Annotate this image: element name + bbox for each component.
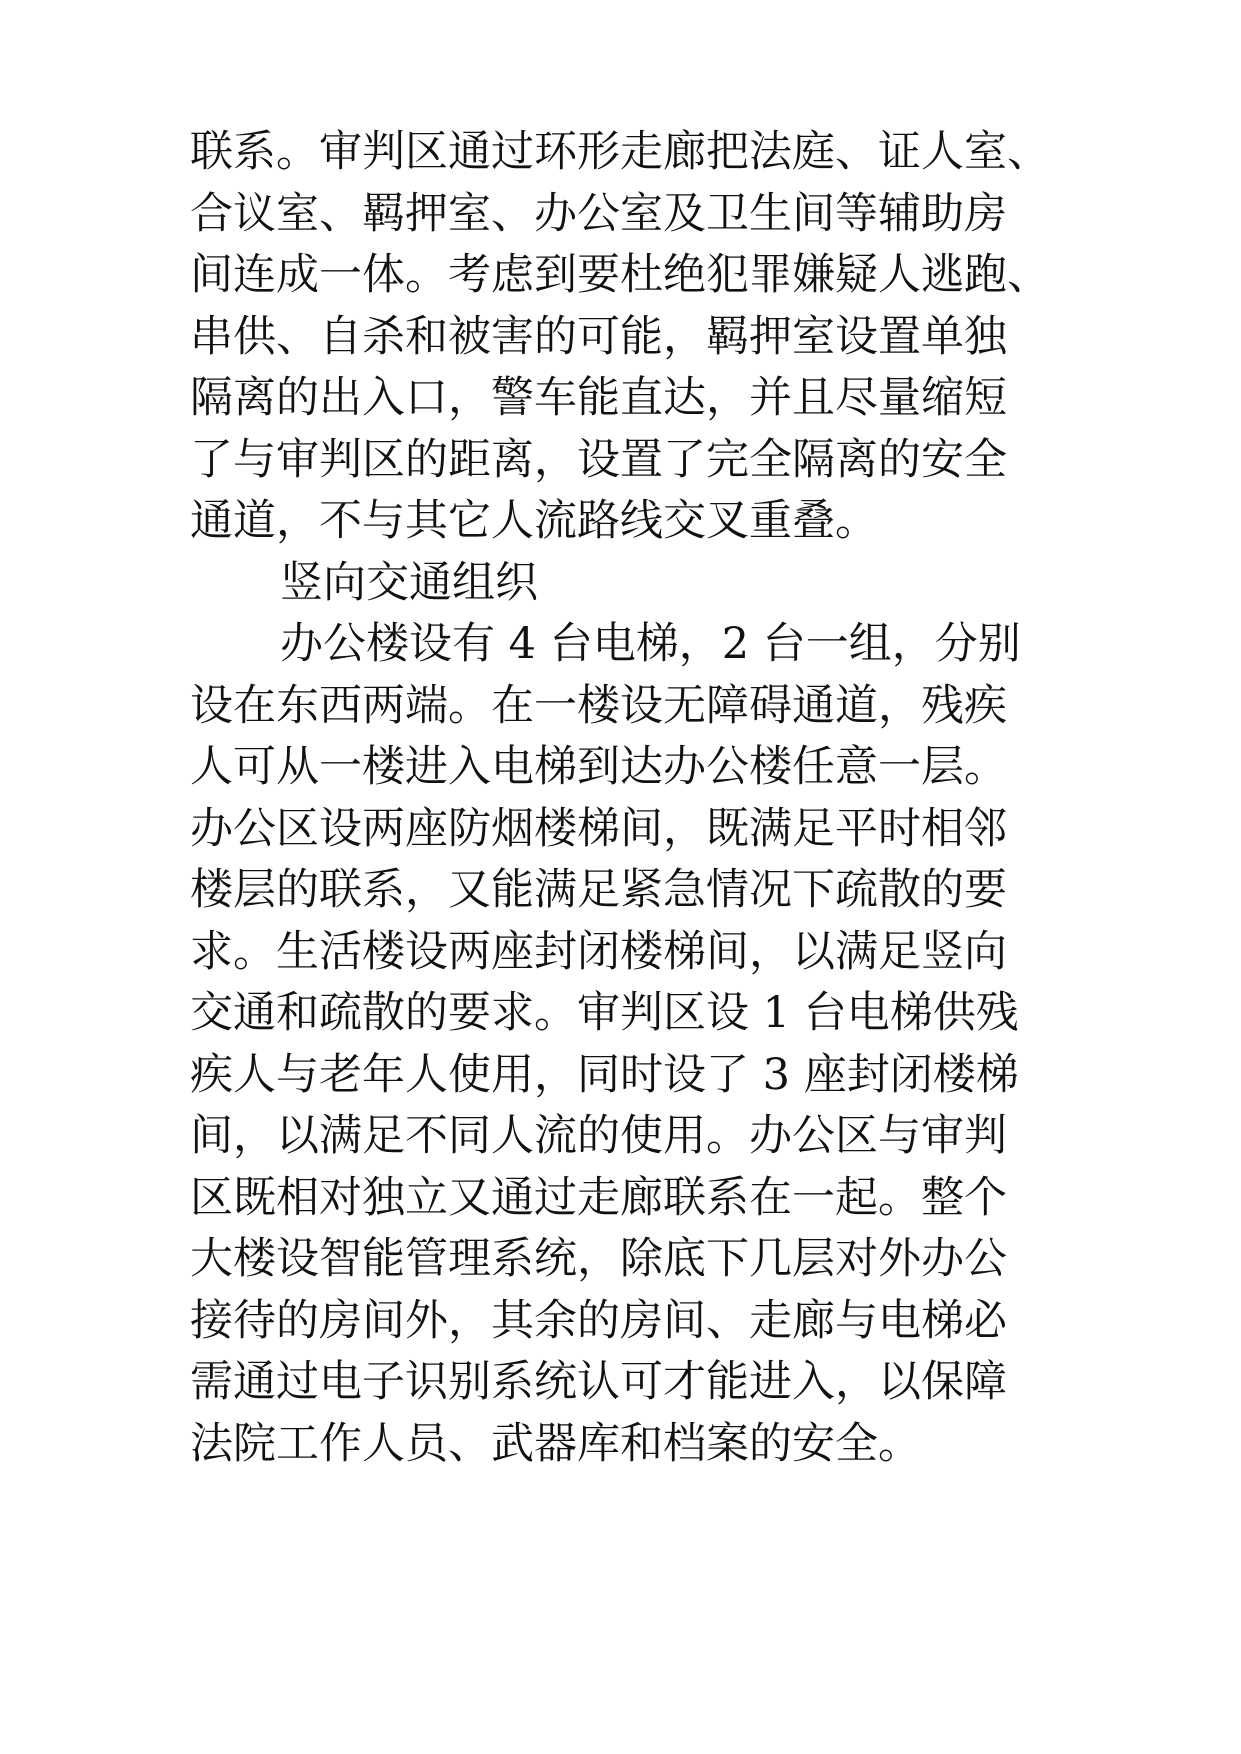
text-line: 需通过电子识别系统认可才能进入，以保障 xyxy=(190,1357,1007,1407)
text-line: 间，以满足不同人流的使用。办公区与审判 xyxy=(190,1111,1007,1161)
text-line: 求。生活楼设两座封闭楼梯间，以满足竖向 xyxy=(190,926,1007,977)
text-line: 交通和疏散的要求。审判区设 1 台电梯供残 xyxy=(190,988,1019,1038)
text-line: 楼层的联系，又能满足紧急情况下疏散的要 xyxy=(190,865,1007,915)
text-line: 合议室、羁押室、办公室及卫生间等辅助房 xyxy=(190,188,1007,239)
text-line: 隔离的出入口，警车能直达，并且尽量缩短 xyxy=(190,373,1007,423)
text-line: 联系。审判区通过环形走廊把法庭、证人室、 xyxy=(190,127,1050,177)
text-line: 人可从一楼进入电梯到达办公楼任意一层。 xyxy=(190,742,1007,792)
text-line: 疾人与老年人使用，同时设了 3 座封闭楼梯 xyxy=(190,1049,1019,1100)
text-line: 区既相对独立又通过走廊联系在一起。整个 xyxy=(190,1172,1007,1223)
text-line: 了与审判区的距离，设置了完全隔离的安全 xyxy=(190,434,1007,485)
text-line: 设在东西两端。在一楼设无障碍通道，残疾 xyxy=(190,680,1007,731)
section-heading: 竖向交通组织 xyxy=(280,557,538,608)
text-line: 间连成一体。考虑到要杜绝犯罪嫌疑人逃跑、 xyxy=(190,250,1050,300)
text-line: 办公楼设有 4 台电梯，2 台一组，分别 xyxy=(280,619,1021,669)
text-line: 接待的房间外，其余的房间、走廊与电梯必 xyxy=(190,1295,1007,1346)
text-line: 大楼设智能管理系统，除底下几层对外办公 xyxy=(190,1234,1007,1284)
text-line: 串供、自杀和被害的可能，羁押室设置单独 xyxy=(190,311,1007,362)
body-text xyxy=(190,122,1150,1475)
text-line: 通道，不与其它人流路线交叉重叠。 xyxy=(190,496,878,546)
text-line: 办公区设两座防烟楼梯间，既满足平时相邻 xyxy=(190,803,1007,854)
text-line: 法院工作人员、武器库和档案的安全。 xyxy=(190,1418,921,1469)
